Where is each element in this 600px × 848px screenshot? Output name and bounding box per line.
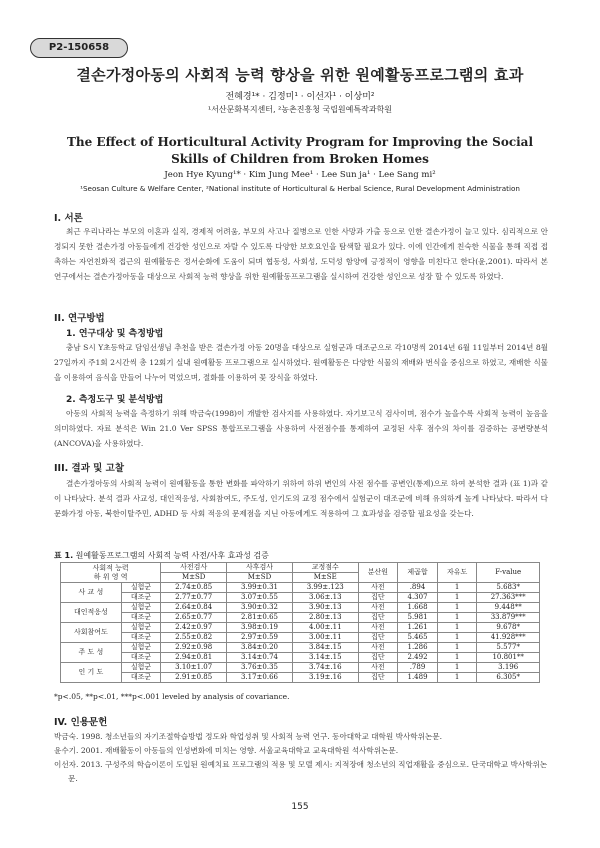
table-cell-pre: 3.10±1.07 <box>161 663 227 673</box>
table-cell-source: 사전 <box>358 583 398 593</box>
table-cell-f: 27.363*** <box>477 593 540 603</box>
poster-id-badge: P2-150658 <box>30 38 128 58</box>
header-post-msd: M±SD <box>227 573 293 583</box>
header-f: F-value <box>477 563 540 583</box>
table-cell-adj: 3.99±.123 <box>292 583 358 593</box>
header-source: 분산원 <box>358 563 398 583</box>
subheading-subjects: 1. 연구대상 및 측정방법 <box>66 329 164 339</box>
table-row <box>61 593 540 603</box>
table-caption-text: 원예활동프로그램의 사회적 능력 사전/사후 효과성 검증 <box>75 551 269 560</box>
table-cell-area: 인 기 도 <box>61 663 122 683</box>
table-cell-source: 집단 <box>358 653 398 663</box>
table-cell-pre: 2.42±0.97 <box>161 623 227 633</box>
table-caption <box>54 550 269 561</box>
page-number: 155 <box>291 802 309 812</box>
reference-item: 윤수기. 2001. 재배활동이 아동들의 인성변화에 미치는 영향. 서울교육대학교 교육대학원 석사학위논문. <box>54 746 399 755</box>
table-cell-ss: 1.261 <box>398 623 438 633</box>
table-cell-adj: 3.06±.13 <box>292 593 358 603</box>
header-pre-msd: M±SD <box>161 573 227 583</box>
table-cell-ss: 1.668 <box>398 603 438 613</box>
table-cell-group: 실험군 <box>121 623 161 633</box>
table-cell-post: 3.90±0.32 <box>227 603 293 613</box>
header-pre: 사전검사 <box>161 563 227 573</box>
table-cell-area: 주 도 성 <box>61 643 122 663</box>
table-cell-post: 3.84±0.20 <box>227 643 293 653</box>
table-cell-pre: 2.91±0.85 <box>161 673 227 683</box>
subheading-tools: 2. 측정도구 및 분석방법 <box>66 395 164 405</box>
table-cell-ss: .894 <box>398 583 438 593</box>
table-row <box>61 653 540 663</box>
table-cell-df: 1 <box>437 623 477 633</box>
table-cell-pre: 2.92±0.98 <box>161 643 227 653</box>
reference-item: 박금숙. 1998. 청소년들의 자기조절학습방법 정도와 학업성취 및 사회적 능력 연구. 동아대학교 대학원 박사학위논문. <box>54 732 443 741</box>
header-df: 자유도 <box>437 563 477 583</box>
table-cell-post: 3.98±0.19 <box>227 623 293 633</box>
table-cell-adj: 4.00±.11 <box>292 623 358 633</box>
table-cell-adj: 3.14±.15 <box>292 653 358 663</box>
table-cell-area: 사 교 성 <box>61 583 122 603</box>
table-cell-source: 집단 <box>358 613 398 623</box>
table-caption-prefix: 표 1. <box>54 551 74 560</box>
intro-paragraph: 최근 우리나라는 부모의 이혼과 실직, 경제적 어려움, 부모의 사고나 질병으로 인한 사망과 가출 등으로 인한 결손가정이 늘고 있다. 심리적으로 안정되지 못한 결손가정 아동들에게 건강한 성인으로 자랄 수 있도록 다양한 보호요인을 탐색할 필요가 있다. 이에 인간에게 친숙한 식물을 통해 직접 접촉하는 자연친화적 접근의 원예활동은 정서순화에 도움이 되며 협동성, 사회성, 도덕성 함양에 긍정적이 영향을 미친다고 한다(윤,2001). 따라서 본 연구에서는 결손가정아동을 대상으로 사회적 능력 향상을 위한 원예활동프로그램을 실시하여 건강한 성인으로 성장 할 수 있도록 하였다. <box>54 227 548 281</box>
table-cell-adj: 2.80±.13 <box>292 613 358 623</box>
table-cell-f: 5.577* <box>477 643 540 653</box>
table-cell-adj: 3.00±.11 <box>292 633 358 643</box>
table-cell-source: 사전 <box>358 623 398 633</box>
table-row <box>61 673 540 683</box>
table-cell-post: 3.07±0.55 <box>227 593 293 603</box>
table-cell-source: 사전 <box>358 643 398 653</box>
table-cell-f: 6.305* <box>477 673 540 683</box>
header-ss: 제곱합 <box>398 563 438 583</box>
table-cell-group: 실험군 <box>121 643 161 653</box>
methods-paragraph-2: 아동의 사회적 능력을 측정하기 위해 박금숙(1998)이 개발한 검사지를 사용하였다. 자기보고식 검사이며, 점수가 높을수록 사회적 능력이 높음을 의미하였다. 자료 분석은 Win 21.0 Ver SPSS 통합프로그램을 사용하여 사전점수를 통제하여 교정된 사후 점수의 차이를 검증하는 공변량분석(ANCOVA)을 사용하였다. <box>54 409 548 448</box>
table-cell-group: 대조군 <box>121 673 161 683</box>
table-cell-pre: 2.94±0.81 <box>161 653 227 663</box>
title-korean: 결손가정아동의 사회적 능력 향상을 위한 원예활동프로그램의 효과 <box>76 66 524 84</box>
table-cell-post: 3.14±0.74 <box>227 653 293 663</box>
table-cell-f: 5.683* <box>477 583 540 593</box>
table-cell-adj: 3.90±.13 <box>292 603 358 613</box>
table-cell-pre: 2.77±0.77 <box>161 593 227 603</box>
table-cell-area: 대인적응성 <box>61 603 122 623</box>
table-row <box>61 613 540 623</box>
table-row <box>61 633 540 643</box>
table-cell-source: 집단 <box>358 593 398 603</box>
table-cell-area: 사회참여도 <box>61 623 122 643</box>
table-cell-ss: 1.286 <box>398 643 438 653</box>
section-heading-results: III. 결과 및 고찰 <box>54 463 125 474</box>
table-cell-pre: 2.65±0.77 <box>161 613 227 623</box>
methods-paragraph-1: 충남 S시 Y초등학교 담임선생님 추천을 받은 결손가정 아동 20명을 대상으로 실험군과 대조군으로 각10명씩 2014년 6월 11일부터 2014년 8월 27일까지 주1회 2시간씩 총 12회기 실내 원예활동 프로그램으로 실시하였다. 원예활동은 다양한 식물의 재배와 번식을 중심으로 하였고, 재배한 식물을 이용하여 음식을 만들어 나누어 먹었으며, 절화를 이용하여 꽃 장식을 하였다. <box>54 343 548 382</box>
table-cell-group: 실험군 <box>121 603 161 613</box>
table-cell-post: 3.17±0.66 <box>227 673 293 683</box>
table-cell-df: 1 <box>437 603 477 613</box>
results-table <box>60 562 540 683</box>
table-cell-f: 41.928*** <box>477 633 540 643</box>
table-row <box>61 583 540 593</box>
table-cell-post: 2.81±0.65 <box>227 613 293 623</box>
table-cell-adj: 3.74±.16 <box>292 663 358 673</box>
header-adj-mse: M±SE <box>292 573 358 583</box>
section-heading-references: IV. 인용문헌 <box>54 717 108 728</box>
table-cell-ss: 2.492 <box>398 653 438 663</box>
table-cell-post: 3.76±0.35 <box>227 663 293 673</box>
table-cell-adj: 3.84±.15 <box>292 643 358 653</box>
table-note: *p<.05, **p<.01, ***p<.001 leveled by analysis of covariance. <box>54 692 290 701</box>
results-paragraph: 결손가정아동의 사회적 능력이 원예활동을 통한 변화를 파악하기 위하여 하위 변인의 사전 점수를 공변인(통제)으로 하여 분석한 결과 (표 1)과 같이 나타났다. 분석 결과 사교성, 대인적응성, 사회참여도, 주도성, 인기도의 교정 점수에서 실험군이 대조군에 비해 유의하게 높게 나타났다. 따라서 다문화가정 아동, 북한이탈주민, ADHD 등 사회 적응의 문제점을 지닌 아동에게도 적용하여 그 효과성을 검증할 필요성을 갖는다. <box>54 479 548 518</box>
table-cell-source: 집단 <box>358 673 398 683</box>
table-cell-group: 대조군 <box>121 633 161 643</box>
table-cell-ss: 4.307 <box>398 593 438 603</box>
authors-korean: 전혜경¹* · 김정미¹ · 이선자¹ · 이상미² <box>225 92 375 102</box>
table-cell-post: 2.97±0.59 <box>227 633 293 643</box>
table-cell-source: 사전 <box>358 603 398 613</box>
table-cell-group: 실험군 <box>121 583 161 593</box>
table-cell-f: 9.448** <box>477 603 540 613</box>
table-cell-group: 대조군 <box>121 613 161 623</box>
table-cell-df: 1 <box>437 633 477 643</box>
table-cell-df: 1 <box>437 653 477 663</box>
table-cell-df: 1 <box>437 613 477 623</box>
table-cell-df: 1 <box>437 673 477 683</box>
reference-list <box>54 730 554 786</box>
authors-english: Jeon Hye Kyung¹* · Kim Jung Mee¹ · Lee Sun ja¹ · Lee Sang mi² <box>164 170 436 180</box>
table-cell-post: 3.99±0.31 <box>227 583 293 593</box>
table-cell-df: 1 <box>437 583 477 593</box>
table-cell-pre: 2.64±0.84 <box>161 603 227 613</box>
table-cell-pre: 2.74±0.85 <box>161 583 227 593</box>
table-cell-f: 9.678* <box>477 623 540 633</box>
table-cell-pre: 2.55±0.82 <box>161 633 227 643</box>
table-cell-group: 대조군 <box>121 593 161 603</box>
section-heading-intro: I. 서론 <box>54 213 83 224</box>
table-cell-ss: .789 <box>398 663 438 673</box>
table-row <box>61 603 540 613</box>
table-cell-ss: 1.489 <box>398 673 438 683</box>
table-cell-f: 3.196 <box>477 663 540 673</box>
table-cell-df: 1 <box>437 643 477 653</box>
table-cell-df: 1 <box>437 593 477 603</box>
section-heading-methods: II. 연구방법 <box>54 313 105 324</box>
table-cell-ss: 5.981 <box>398 613 438 623</box>
table-row <box>61 623 540 633</box>
header-area: 사회적 능력 하 위 영 역 <box>61 563 161 583</box>
table-cell-ss: 5.465 <box>398 633 438 643</box>
table-cell-f: 10.801** <box>477 653 540 663</box>
title-english: The Effect of Horticultural Activity Program for Improving the Social Skills of Children from Broken Homes <box>66 135 534 166</box>
affiliations-korean: ¹서산문화복지센터, ²농촌진흥청 국립원예특작과학원 <box>207 105 393 114</box>
header-adjusted: 교정점수 <box>292 563 358 573</box>
table-cell-group: 실험군 <box>121 663 161 673</box>
table-cell-adj: 3.19±.16 <box>292 673 358 683</box>
table-cell-f: 33.879*** <box>477 613 540 623</box>
table-row <box>61 643 540 653</box>
table-cell-source: 사전 <box>358 663 398 673</box>
table-cell-group: 대조군 <box>121 653 161 663</box>
reference-item: 이선자. 2013. 구성주의 학습이론이 도입된 원예치료 프로그램의 적용 및 모델 제시: 지적장애 청소년의 직업재활을 중심으로. 단국대학교 박사학위논문. <box>54 760 548 783</box>
table-cell-df: 1 <box>437 663 477 673</box>
affiliations-english: ¹Seosan Culture & Welfare Center, ²National institute of Horticultural & Herbal Science, Rural Development Administration <box>80 184 520 193</box>
header-post: 사후검사 <box>227 563 293 573</box>
table-row <box>61 663 540 673</box>
table-cell-source: 집단 <box>358 633 398 643</box>
